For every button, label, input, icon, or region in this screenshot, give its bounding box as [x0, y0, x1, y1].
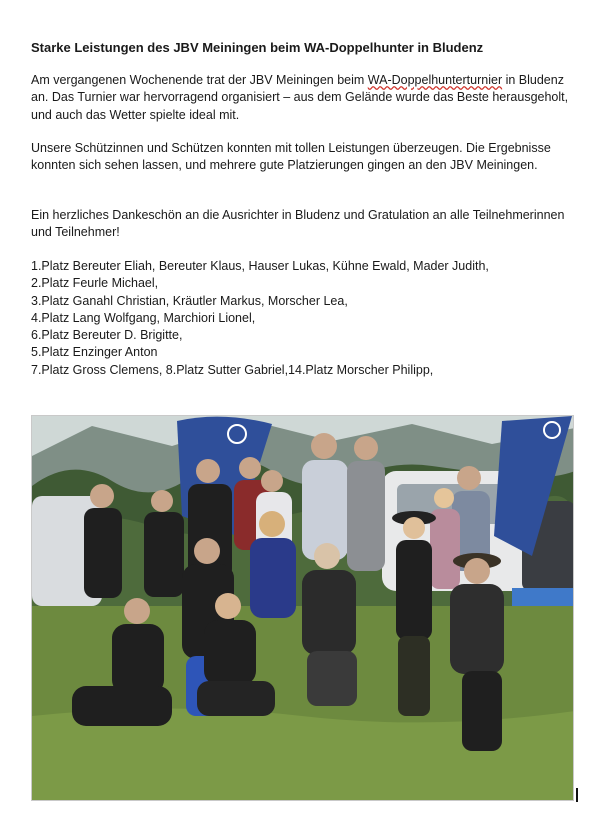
paragraph-thanks: Ein herzliches Dankeschön an die Ausrichter in Bludenz und Gratulation an alle Teilnehmerinnen und Teilnehmer! [31, 208, 565, 240]
intro-text-end: in Bludenz an. Das Turnier war hervorragend organisiert – aus dem Gelände wurde das Beste herausgeholt, und auch das Wetter spielte ideal mit. [31, 73, 569, 122]
result-line: 7.Platz Gross Clemens, 8.Platz Sutter Gabriel,14.Platz Morscher Philipp, [31, 362, 434, 377]
result-line: 2.Platz Feurle Michael, [31, 276, 159, 291]
team-group-photo [31, 415, 574, 801]
result-line: 6.Platz Bereuter D. Brigitte, [31, 328, 183, 343]
intro-text-start: Am vergangenen Wochenende trat der JBV Meiningen beim [31, 73, 368, 87]
paragraph-results-summary: Unsere Schützinnen und Schützen konnten mit tollen Leistungen überzeugen. Die Ergebnisse konnten sich sehen lassen, und mehrere gute Platzierungen gingen an den JBV Meiningen. [31, 141, 551, 173]
paragraph-intro [31, 72, 581, 124]
result-line: 5.Platz Enzinger Anton [31, 345, 158, 360]
group-photo-illustration [32, 416, 574, 801]
results-list [31, 258, 591, 379]
article-title: Starke Leistungen des JBV Meiningen beim WA-Doppelhunter in Bludenz [31, 40, 484, 55]
result-line: 3.Platz Ganahl Christian, Kräutler Markus, Morscher Lea, [31, 293, 348, 308]
result-line: 4.Platz Lang Wolfgang, Marchiori Lionel, [31, 310, 256, 325]
text-cursor [576, 788, 578, 802]
result-line: 1.Platz Bereuter Eliah, Bereuter Klaus, Hauser Lukas, Kühne Ewald, Mader Judith, [31, 259, 489, 273]
tournament-name-spellcheck: WA-Doppelhunterturnier [367, 73, 503, 87]
